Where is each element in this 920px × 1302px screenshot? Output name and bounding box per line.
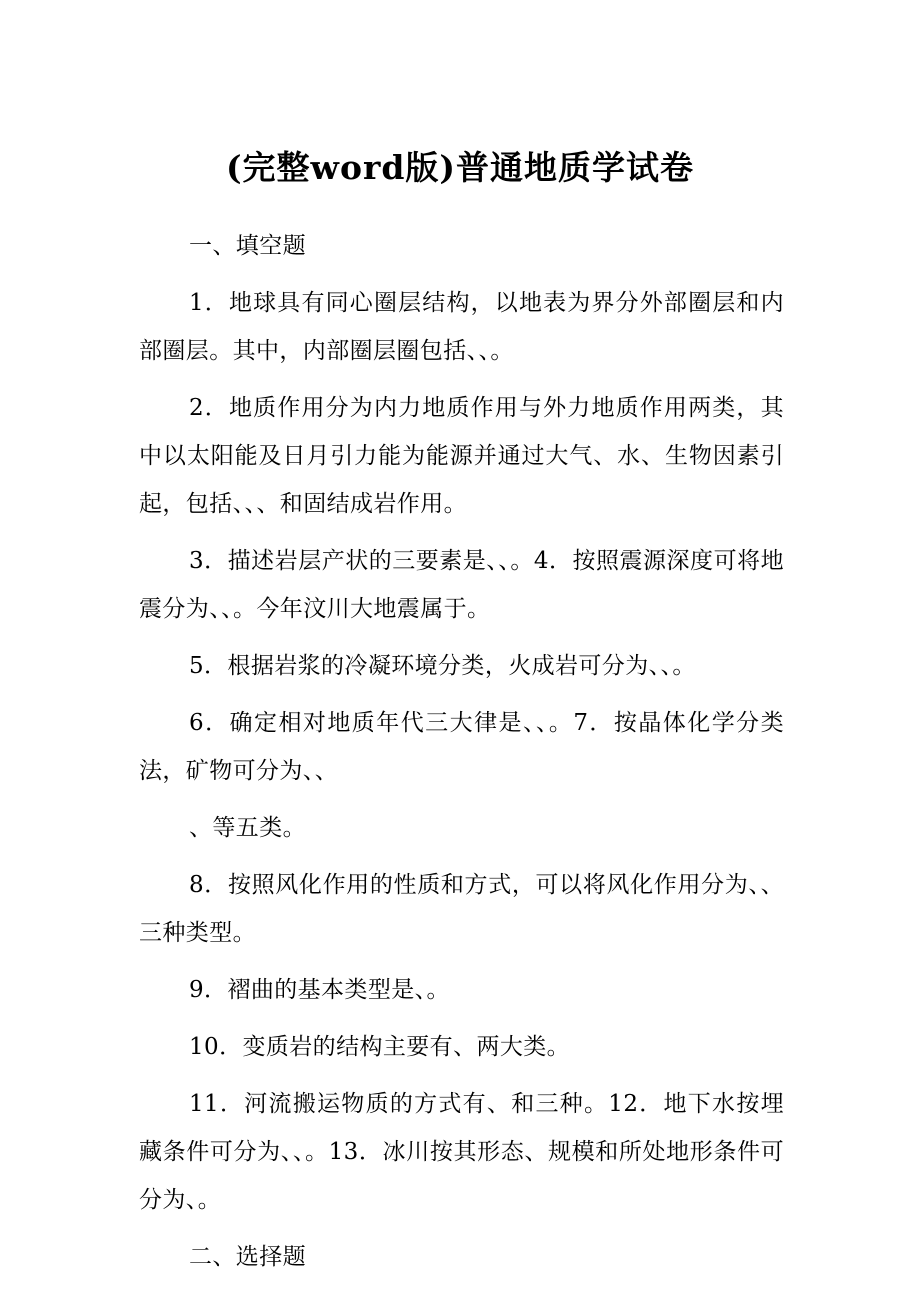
section-heading-multiple-choice: 二、选择题 [189, 1244, 306, 1270]
document-body [139, 222, 784, 1290]
question-paragraph: 1．地球具有同心圈层结构，以地表为界分外部圈层和内部圈层。其中，内部圈层圈包括、、。 [139, 290, 784, 364]
section-heading-fill-in: 一、填空题 [189, 233, 306, 259]
question-paragraph: 11．河流搬运物质的方式有、和三种。12．地下水按埋藏条件可分为、、。13．冰川按其形态、规模和所处地形条件可分为、。 [139, 1091, 784, 1213]
question-paragraph: 6．确定相对地质年代三大律是、、。7．按晶体化学分类法，矿物可分为、、 [139, 710, 784, 784]
question-paragraph: 10．变质岩的结构主要有、两大类。 [189, 1034, 571, 1060]
question-paragraph: 、等五类。 [189, 815, 306, 841]
question-paragraph: 9．褶曲的基本类型是、。 [189, 977, 450, 1003]
question-paragraph: 8．按照风化作用的性质和方式，可以将风化作用分为、、三种类型。 [139, 872, 784, 946]
question-paragraph: 5．根据岩浆的冷凝环境分类，火成岩可分为、、。 [189, 653, 696, 679]
question-paragraph: 2．地质作用分为内力地质作用与外力地质作用两类，其中以太阳能及日月引力能为能源并通过大气、水、生物因素引起，包括、、、和固结成岩作用。 [139, 395, 784, 517]
document-title: (完整word版)普通地质学试卷 [225, 148, 695, 187]
question-paragraph: 3．描述岩层产状的三要素是、、。4．按照震源深度可将地震分为、、。今年汶川大地震属于。 [139, 548, 784, 622]
